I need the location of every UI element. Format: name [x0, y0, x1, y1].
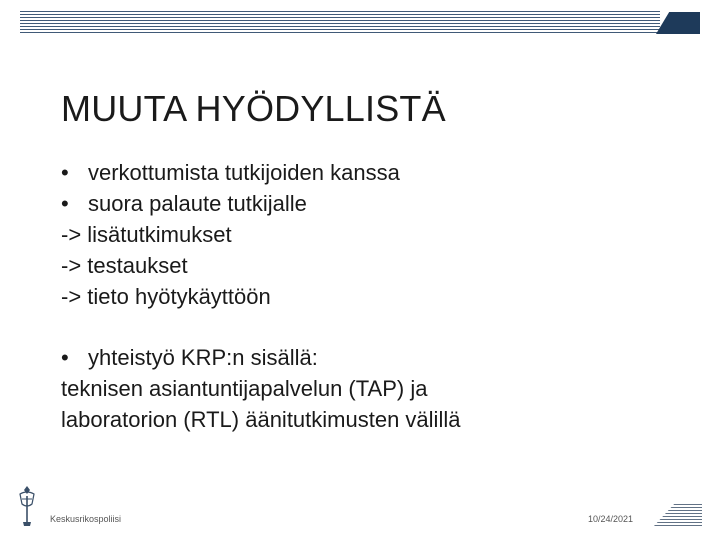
- bullet-text: yhteistyö KRP:n sisällä:: [88, 345, 318, 370]
- bullet-text: suora palaute tutkijalle: [88, 191, 307, 216]
- bullet-item: [61, 188, 460, 219]
- arrow-item: -> lisätutkimukset: [61, 222, 232, 247]
- arrow-item: -> testaukset: [61, 253, 188, 278]
- police-emblem-icon: [14, 484, 40, 528]
- bullet-item: [61, 342, 460, 373]
- slide-body: [61, 157, 460, 435]
- slide-title: MUUTA HYÖDYLLISTÄ: [61, 88, 446, 129]
- continuation-text: teknisen asiantuntijapalvelun (TAP) ja: [61, 376, 428, 401]
- bullet-item: [61, 157, 460, 188]
- continuation-text: laboratorion (RTL) äänitutkimusten välillä: [61, 407, 461, 432]
- bullet-text: verkottumista tutkijoiden kanssa: [88, 160, 400, 185]
- paragraph-spacer: [61, 312, 460, 342]
- header-accent-block: [656, 12, 700, 34]
- footer-stripes: [654, 504, 702, 526]
- arrow-item: -> tieto hyötykäyttöön: [61, 284, 271, 309]
- bullet-marker: •: [61, 345, 69, 370]
- header-stripes: [20, 11, 660, 33]
- bullet-marker: •: [61, 191, 69, 216]
- footer-date: 10/24/2021: [588, 514, 634, 524]
- bullet-marker: •: [61, 160, 69, 185]
- footer-organization: Keskusrikospoliisi: [50, 514, 122, 524]
